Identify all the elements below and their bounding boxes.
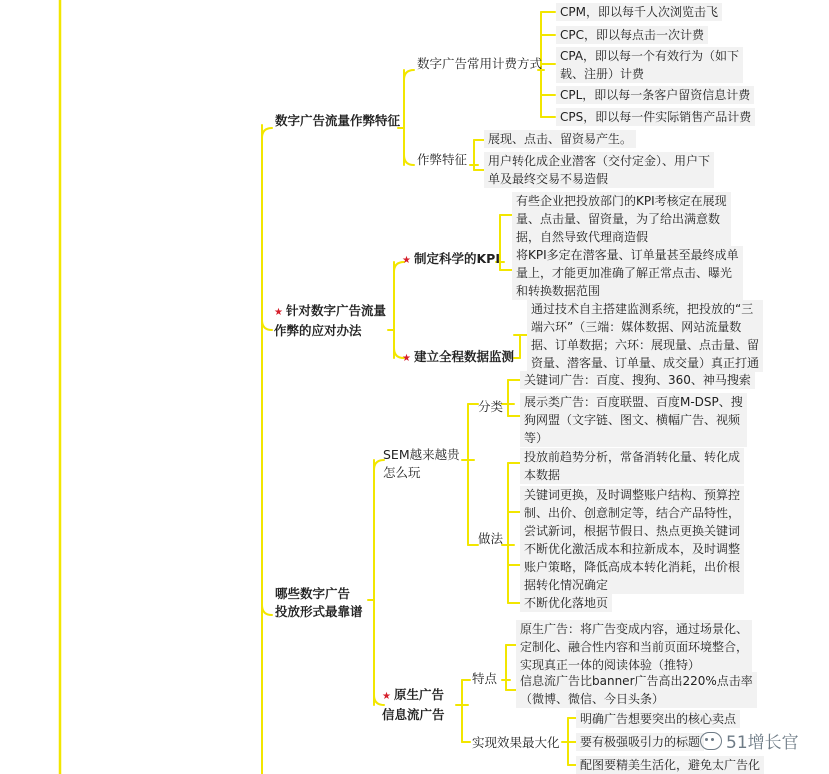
leaf-fraud-hard: 用户转化成企业潜客（交付定金）、用户下 单及最终交易不易造假 bbox=[484, 152, 714, 188]
leaf-monitor-system: 通过技术自主搭建监测系统，把投放的“三 端六环”（三端：媒体数据、网站流量数 据、订单数据；六环：展现量、点击量、留 资量、潜客量、订单量、成交量）真正打通 bbox=[527, 300, 763, 372]
watermark-text: 51增长官 bbox=[726, 733, 799, 753]
star-icon: ★ bbox=[274, 307, 283, 318]
node-billing-methods: 数字广告常用计费方式 bbox=[417, 56, 543, 71]
node-fraud-features: 作弊特征 bbox=[417, 152, 468, 167]
node-native-ads-text: 原生广告 信息流广告 bbox=[382, 687, 445, 722]
branch-title-text: 针对数字广告流量 作弊的应对办法 bbox=[274, 303, 386, 338]
node-sem-method: 做法 bbox=[478, 531, 504, 546]
node-sem-category: 分类 bbox=[478, 399, 504, 414]
leaf-cpl: CPL，即以每一条客户留资信息计费 bbox=[556, 86, 754, 104]
star-icon: ★ bbox=[402, 255, 411, 266]
branch-title-countermeasures bbox=[274, 302, 386, 340]
star-icon: ★ bbox=[382, 691, 391, 702]
node-sem: SEM越来越贵 怎么玩 bbox=[383, 447, 460, 480]
leaf-effect-selling-point: 明确广告想要突出的核心卖点 bbox=[576, 710, 740, 728]
leaf-method-keyword: 关键词更换，及时调整账户结构、预算控 制、出价、创意制定等，结合产品特性， 尝试新词，根据节假日、热点更换关键词 bbox=[520, 486, 744, 540]
leaf-native-definition: 原生广告：将广告变成内容，通过场景化、 定制化、融合性内容和当前页面环境整合， 实现真正一体的阅读体验（推特） bbox=[516, 620, 752, 674]
leaf-feed-ctr: 信息流广告比banner广告高出220%点击率 （微博、微信、今日头条） bbox=[516, 672, 757, 708]
leaf-method-landing: 不断优化落地页 bbox=[520, 594, 612, 612]
leaf-kpi-solution: 将KPI多定在潜客量、订单量甚至最终成单 量上，才能更加准确了解正常点击、曝光 和转换数据范围 bbox=[512, 246, 743, 300]
leaf-cpm: CPM，即以每千人次浏览击飞 bbox=[556, 3, 722, 21]
leaf-method-cost: 不断优化激活成本和拉新成本，及时调整 账户策略，降低高成本转化消耗，出价根 据转化情况确定 bbox=[520, 540, 744, 594]
leaf-method-trend: 投放前趋势分析，常备消转化量、转化成 本数据 bbox=[520, 448, 744, 484]
node-data-monitor bbox=[402, 348, 514, 368]
leaf-kpi-problem: 有些企业把投放部门的KPI考核定在展现 量、点击量、留资量，为了给出满意数 据，自然导致代理商造假 bbox=[512, 192, 731, 246]
leaf-keyword-ads: 关键词广告：百度、搜狗、360、神马搜索 bbox=[520, 371, 755, 389]
node-native-ads bbox=[382, 686, 445, 724]
node-kpi bbox=[402, 250, 500, 270]
branch-title-fraud-features: 数字广告流量作弊特征 bbox=[275, 113, 401, 128]
branch-title-reliable-forms: 哪些数字广告 投放形式最靠谱 bbox=[275, 586, 363, 619]
leaf-effect-image: 配图要精美生活化，避免太广告化 bbox=[576, 756, 764, 774]
wechat-icon bbox=[700, 732, 722, 750]
node-native-effect: 实现效果最大化 bbox=[472, 735, 560, 750]
leaf-effect-title: 要有极强吸引力的标题 bbox=[576, 733, 704, 751]
leaf-cps: CPS，即以每一件实际销售产品计费 bbox=[556, 108, 755, 126]
node-data-monitor-text: 建立全程数据监测 bbox=[413, 349, 514, 364]
leaf-fraud-easy: 展现、点击、留资易产生。 bbox=[484, 130, 636, 148]
node-native-feature: 特点 bbox=[472, 671, 498, 686]
leaf-display-ads: 展示类广告：百度联盟、百度M-DSP、搜 狗网盟（文字链、图文、横幅广告、视频 等） bbox=[520, 393, 747, 447]
watermark bbox=[700, 728, 799, 753]
star-icon: ★ bbox=[402, 353, 411, 364]
leaf-cpc: CPC，即以每点击一次计费 bbox=[556, 26, 708, 44]
node-kpi-text: 制定科学的KPI bbox=[413, 251, 500, 266]
leaf-cpa: CPA，即以每一个有效行为（如下 载、注册）计费 bbox=[556, 47, 743, 83]
